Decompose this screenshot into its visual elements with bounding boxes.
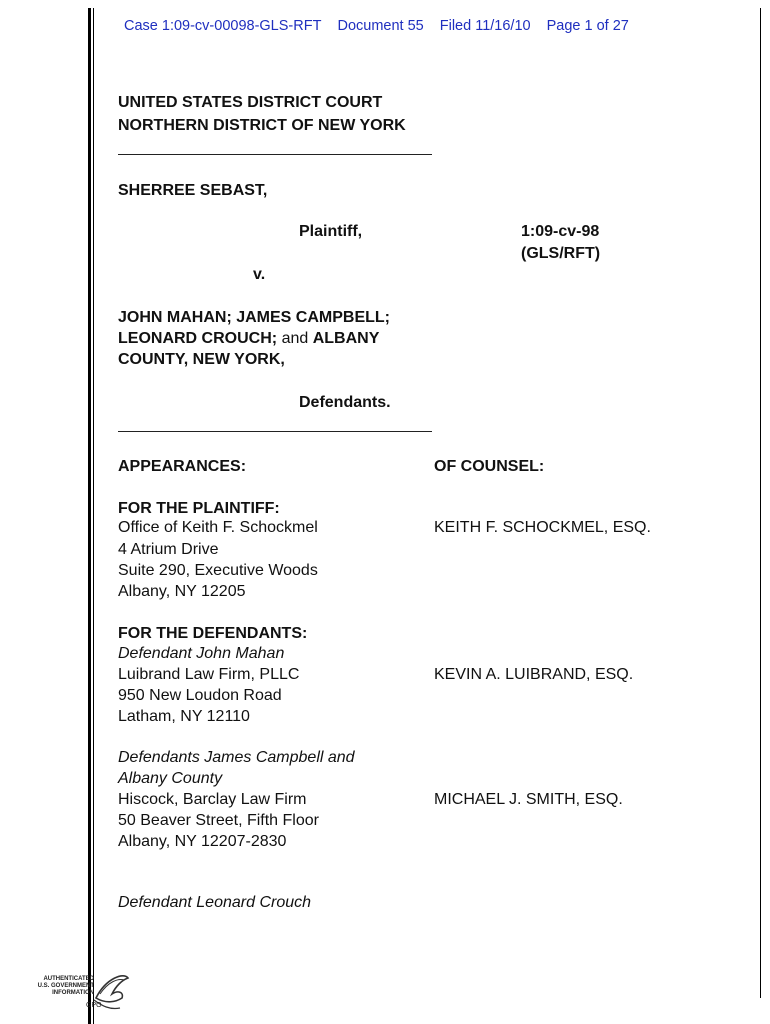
defendant-albany-name: ALBANY xyxy=(312,330,380,347)
mahan-label: Defendant John Mahan xyxy=(118,645,285,662)
mahan-address-1: 950 New Loudon Road xyxy=(118,687,282,704)
defendant-crouch-name: LEONARD CROUCH; xyxy=(118,330,278,347)
plaintiff-address-2: Suite 290, Executive Woods xyxy=(118,562,318,579)
defendants-line-2 xyxy=(118,330,379,348)
campbell-label-1: Defendants James Campbell and xyxy=(118,749,355,766)
plaintiff-firm: Office of Keith F. Schockmel xyxy=(118,519,318,536)
court-name: UNITED STATES DISTRICT COURT xyxy=(118,94,383,111)
mahan-firm: Luibrand Law Firm, PLLC xyxy=(118,666,300,683)
plaintiff-counsel: KEITH F. SCHOCKMEL, ESQ. xyxy=(434,519,651,536)
defendants-section-heading: FOR THE DEFENDANTS: xyxy=(118,625,308,642)
versus: v. xyxy=(253,266,266,283)
crouch-label: Defendant Leonard Crouch xyxy=(118,894,312,911)
defendants-line-3: COUNTY, NEW YORK, xyxy=(118,351,285,368)
campbell-firm: Hiscock, Barclay Law Firm xyxy=(118,791,307,808)
gpo-label: GPO xyxy=(86,1002,102,1009)
left-margin-bar xyxy=(88,8,91,1024)
conjunction-and: and xyxy=(281,330,309,347)
right-margin-bar xyxy=(760,8,761,998)
campbell-address-2: Albany, NY 12207-2830 xyxy=(118,833,287,850)
plaintiff-section-heading: FOR THE PLAINTIFF: xyxy=(118,500,280,517)
case-number-short: 1:09-cv-98 xyxy=(521,223,600,240)
page-number: Page 1 of 27 xyxy=(546,18,629,34)
filed-date: Filed 11/16/10 xyxy=(439,18,531,34)
defendant-role: Defendants. xyxy=(299,394,391,411)
campbell-address-1: 50 Beaver Street, Fifth Floor xyxy=(118,812,319,829)
of-counsel-heading: OF COUNSEL: xyxy=(434,458,545,475)
gpo-seal-text: AUTHENTICATED U.S. GOVERNMENT INFORMATION xyxy=(37,976,94,996)
court-district: NORTHERN DISTRICT OF NEW YORK xyxy=(118,117,406,134)
left-margin-bar-thin xyxy=(93,8,94,1024)
case-judges: (GLS/RFT) xyxy=(521,245,601,262)
caption-rule-bottom xyxy=(118,431,432,432)
document-number: Document 55 xyxy=(337,18,424,34)
case-number: Case 1:09-cv-00098-GLS-RFT xyxy=(124,18,322,34)
defendants-line-1: JOHN MAHAN; JAMES CAMPBELL; xyxy=(118,309,390,326)
plaintiff-name: SHERREE SEBAST, xyxy=(118,182,268,199)
mahan-address-2: Latham, NY 12110 xyxy=(118,708,250,725)
ecf-header xyxy=(124,18,641,34)
plaintiff-address-1: 4 Atrium Drive xyxy=(118,541,219,558)
campbell-counsel: MICHAEL J. SMITH, ESQ. xyxy=(434,791,623,808)
plaintiff-address-3: Albany, NY 12205 xyxy=(118,583,246,600)
mahan-counsel: KEVIN A. LUIBRAND, ESQ. xyxy=(434,666,634,683)
gpo-seal xyxy=(36,968,132,1016)
appearances-heading: APPEARANCES: xyxy=(118,458,247,475)
campbell-label-2: Albany County xyxy=(118,770,223,787)
caption-rule-top xyxy=(118,154,432,155)
plaintiff-role: Plaintiff, xyxy=(299,223,363,240)
